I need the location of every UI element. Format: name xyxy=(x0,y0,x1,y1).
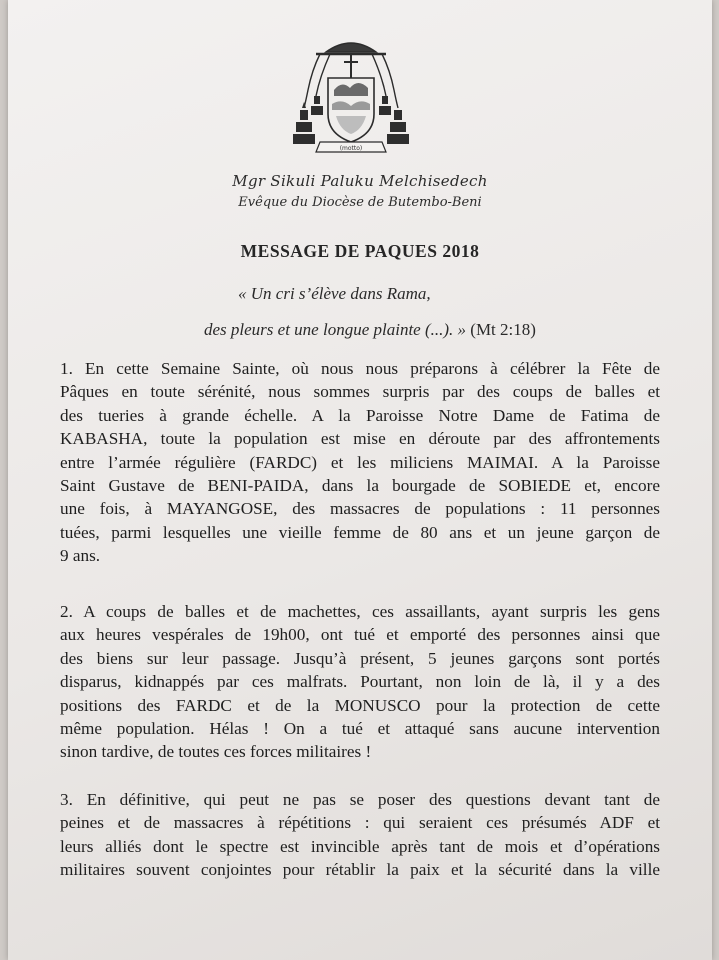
signature-name: Mgr Sikuli Paluku Melchisedech xyxy=(232,172,488,190)
paragraph-line: disparus, kidnappés par ces malfrats. Pourtant, non loin de là, il y a des xyxy=(60,672,660,692)
paragraph-line: Saint Gustave de BENI-PAIDA, dans la bourgade de SOBIEDE et, encore xyxy=(60,476,660,496)
paragraph-line: des tueries à grande échelle. A la Paroisse Notre Dame de Fatima de xyxy=(60,405,660,425)
quote-text: des pleurs et une longue plainte (...). » xyxy=(204,320,467,339)
paragraph-line: tuées, parmi lesquelles une vieille femme de 80 ans et un jeune garçon de xyxy=(60,522,660,542)
paragraph-1 xyxy=(60,357,660,568)
paragraph-2 xyxy=(60,600,660,764)
paragraph-line: même population. Hélas ! On a tué et attaqué sans aucune intervention xyxy=(60,719,660,739)
quote-reference: (Mt 2:18) xyxy=(470,320,536,339)
paragraph-line: une fois, à MAYANGOSE, des massacres de populations : 11 personnes xyxy=(60,499,660,519)
paragraph-3 xyxy=(60,788,660,882)
paragraph-line: 1. En cette Semaine Sainte, où nous nous préparons à célébrer la Fête de xyxy=(60,359,660,378)
quote-line-1: « Un cri s’élève dans Rama, xyxy=(238,284,431,303)
paragraph-line: 2. A coups de balles et de machettes, ces assaillants, ayant surpris les gens xyxy=(60,602,660,621)
paragraph-line: des biens sur leur passage. Jusqu’à présent, 5 jeunes garçons sont portés xyxy=(60,648,660,668)
episcopal-coat-of-arms-icon xyxy=(290,30,412,162)
paragraph-line: KABASHA, toute la population est mise en déroute par des affrontements xyxy=(60,429,660,449)
paragraph-line: entre l’armée régulière (FARDC) et les miliciens MAIMAI. A la Paroisse xyxy=(60,452,660,472)
paragraph-line: Pâques en toute sérénité, nous sommes surpris par des coups de balles et xyxy=(60,382,660,402)
quote-line-2 xyxy=(204,320,536,340)
paragraph-line: leurs alliés dont le spectre est invincible après tant de mois et d’opérations xyxy=(60,836,660,856)
paragraph-line: positions des FARDC et de la MONUSCO pour la protection de cette xyxy=(60,695,660,715)
paragraph-line: peines et de massacres à répétitions : qui seraient ces présumés ADF et xyxy=(60,813,660,833)
signature-title: Evêque du Diocèse de Butembo-Beni xyxy=(238,195,482,210)
document-page xyxy=(8,0,712,960)
paragraph-line: aux heures vespérales de 19h00, ont tué et emporté des personnes ainsi que xyxy=(60,625,660,645)
document-title: MESSAGE DE PAQUES 2018 xyxy=(240,241,480,261)
paragraph-line: militaires souvent conjointes pour rétablir la paix et la sécurité dans la ville xyxy=(60,860,660,880)
paragraph-line: 3. En définitive, qui peut ne pas se poser des questions devant tant de xyxy=(60,790,660,809)
paragraph-line: 9 ans. xyxy=(60,546,101,566)
crest-motto: (motto) xyxy=(339,145,363,152)
paragraph-line: sinon tardive, de toutes ces forces militaires ! xyxy=(60,742,372,762)
